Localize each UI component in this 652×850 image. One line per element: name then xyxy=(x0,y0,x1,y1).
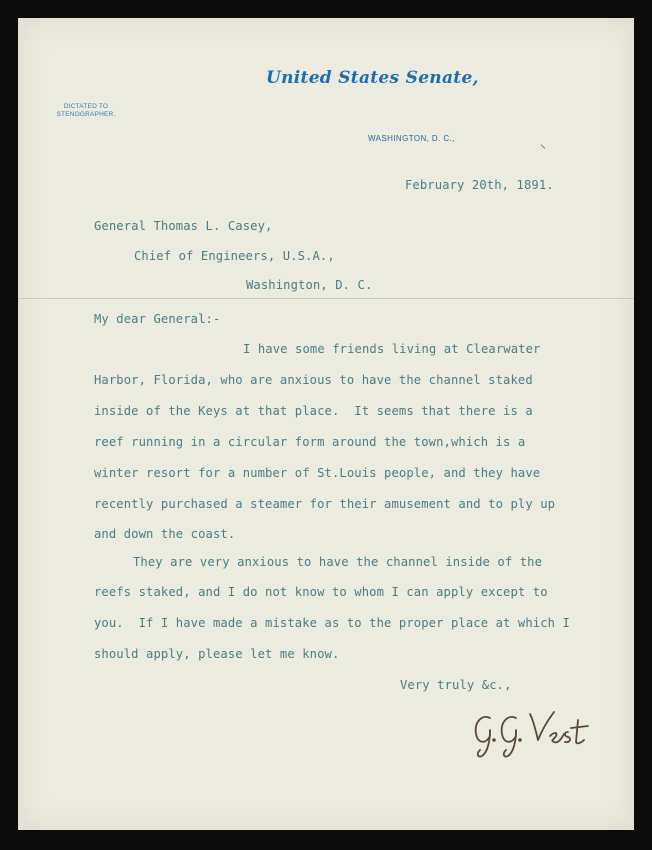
pencil-mark: ⸌ xyxy=(540,142,547,156)
fold-line xyxy=(18,298,634,299)
letterhead-title: United States Senate, xyxy=(266,68,479,88)
body-line: should apply, please let me know. xyxy=(94,647,340,661)
body-line: inside of the Keys at that place. It seems that there is a xyxy=(94,404,533,418)
body-line: winter resort for a number of St.Louis people, and they have xyxy=(94,466,541,480)
closing: Very truly &c., xyxy=(400,678,512,692)
body-line: I have some friends living at Clearwater xyxy=(243,342,541,356)
dictated-line-1: DICTATED TO xyxy=(63,103,109,110)
body-line: They are very anxious to have the channel inside of the xyxy=(133,555,543,569)
body-line: Harbor, Florida, who are anxious to have the channel staked xyxy=(94,373,533,387)
dictated-to-stenographer-note xyxy=(38,103,134,119)
body-line: and down the coast. xyxy=(94,527,236,541)
dictated-line-2: STENOGRAPHER. xyxy=(56,111,116,118)
recipient-name: General Thomas L. Casey, xyxy=(94,219,273,233)
letterhead-city: WASHINGTON, D. C., xyxy=(368,134,455,143)
handwritten-signature xyxy=(468,700,608,760)
recipient-title: Chief of Engineers, U.S.A., xyxy=(134,249,335,263)
body-line: recently purchased a steamer for their amusement and to ply up xyxy=(94,497,556,511)
body-line: reefs staked, and I do not know to whom I can apply except to xyxy=(94,585,548,599)
recipient-city: Washington, D. C. xyxy=(246,278,373,292)
salutation: My dear General:- xyxy=(94,312,221,326)
letter-date: February 20th, 1891. xyxy=(405,178,554,192)
body-line: you. If I have made a mistake as to the proper place at which I xyxy=(94,616,570,630)
body-line: reef running in a circular form around the town,which is a xyxy=(94,435,526,449)
